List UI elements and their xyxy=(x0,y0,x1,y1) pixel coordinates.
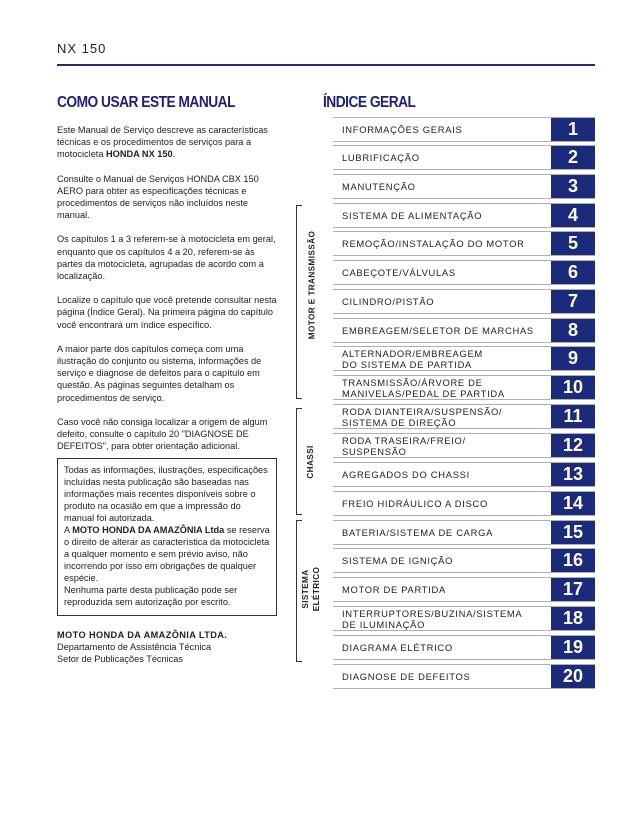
document-header-title: NX 150 xyxy=(57,41,107,56)
notice-paragraph-3: Nenhuma parte desta publicação pode ser reproduzida sem autorização por escrito. xyxy=(64,585,238,607)
index-item-9[interactable] xyxy=(333,346,595,371)
index-item-12[interactable] xyxy=(333,433,595,458)
chapter-number-badge: 12 xyxy=(551,434,595,457)
index-item-19[interactable] xyxy=(333,635,595,660)
index-item-label xyxy=(342,549,547,572)
index-item-label xyxy=(342,636,547,659)
index-item-label xyxy=(342,665,547,688)
how-to-use-title: COMO USAR ESTE MANUAL xyxy=(57,94,235,111)
paragraph-text: Este Manual de Serviço descreve as características técnicas e os procedimentos de serviços para a motocicleta xyxy=(57,125,268,160)
index-item-8[interactable] xyxy=(333,318,595,343)
chapter-number-badge: 15 xyxy=(551,521,595,544)
index-item-text: EMBREAGEM/SELETOR DE MARCHAS xyxy=(342,325,534,336)
index-item-15[interactable] xyxy=(333,520,595,545)
index-item-label xyxy=(342,261,547,284)
index-item-5[interactable] xyxy=(333,231,595,256)
index-title: ÍNDICE GERAL xyxy=(323,94,416,111)
index-item-text: TRANSMISSÃO/ÁRVORE DE MANIVELAS/PEDAL DE PARTIDA xyxy=(342,376,505,399)
chassi-group-bracket xyxy=(296,408,302,515)
company-department: Departamento de Assistência Técnica xyxy=(57,642,212,652)
chapter-number-badge: 1 xyxy=(551,118,595,141)
index-item-label xyxy=(342,232,547,255)
index-item-text: RODA DIANTEIRA/SUSPENSÃO/ SISTEMA DE DIREÇÃO xyxy=(342,405,503,428)
index-item-text: FREIO HIDRÁULICO A DISCO xyxy=(342,498,488,509)
index-item-text: AGREGADOS DO CHASSI xyxy=(342,469,470,480)
chapter-number-badge: 5 xyxy=(551,232,595,255)
index-item-text: CABEÇOTE/VÁLVULAS xyxy=(342,267,456,278)
index-item-label xyxy=(342,175,547,198)
intro-text-column xyxy=(57,124,282,464)
index-item-label xyxy=(342,578,547,601)
motor-group-label: MOTOR E TRANSMISSÃO xyxy=(307,230,317,340)
chapter-number-badge: 2 xyxy=(551,146,595,169)
index-item-label xyxy=(342,146,547,169)
index-item-text: DIAGRAMA ELÉTRICO xyxy=(342,642,453,653)
intro-paragraph-5: A maior parte dos capítulos começa com uma ilustração do conjunto ou sistema, informações de serviço e diagnose de defeitos para o capítulo em questão. As páginas seguintes detalham os procedimentos de serviço. xyxy=(57,343,262,403)
index-item-text: MOTOR DE PARTIDA xyxy=(342,584,446,595)
index-item-text: MANUTENÇÃO xyxy=(342,181,416,192)
index-item-text: BATERIA/SISTEMA DE CARGA xyxy=(342,527,494,538)
index-item-2[interactable] xyxy=(333,145,595,170)
motor-group-bracket xyxy=(296,205,302,399)
index-item-text: LUBRIFICAÇÃO xyxy=(342,152,420,163)
notice-paragraph-1: Todas as informações, ilustrações, especificações incluídas nesta publicação são baseadas nas informações mais recentes disponíveis sobre o produto na ocasião em que a impressão do manual foi autorizada. xyxy=(64,465,268,523)
index-item-label xyxy=(342,204,547,227)
chapter-number-badge: 19 xyxy=(551,636,595,659)
index-item-label xyxy=(342,290,547,313)
index-item-text: CILINDRO/PISTÃO xyxy=(342,296,435,307)
index-item-11[interactable] xyxy=(333,404,595,429)
header-divider xyxy=(57,64,595,66)
chapter-number-badge: 4 xyxy=(551,204,595,227)
chapter-number-badge: 6 xyxy=(551,261,595,284)
index-item-text: REMOÇÃO/INSTALAÇÃO DO MOTOR xyxy=(342,238,525,249)
index-item-label xyxy=(342,319,547,342)
index-item-label xyxy=(342,521,547,544)
index-item-text: DIAGNOSE DE DEFEITOS xyxy=(342,671,471,682)
chapter-number-badge: 8 xyxy=(551,319,595,342)
electric-group-label-line2: ELÉTRICO xyxy=(312,566,321,612)
index-item-1[interactable] xyxy=(333,117,595,142)
index-item-7[interactable] xyxy=(333,289,595,314)
index-item-4[interactable] xyxy=(333,203,595,228)
electric-group-label-line1: SISTEMA xyxy=(301,569,310,609)
index-item-label xyxy=(342,376,547,399)
index-item-label xyxy=(342,463,547,486)
intro-paragraph-4: Localize o capítulo que você pretende consultar nesta página (Índice Geral). Na primeira página do capítulo você encontrará um índice específico. xyxy=(57,295,277,330)
chapter-number-badge: 16 xyxy=(551,549,595,572)
chapter-number-badge: 14 xyxy=(551,492,595,515)
chapter-number-badge: 20 xyxy=(551,665,595,688)
index-item-3[interactable] xyxy=(333,174,595,199)
chapter-number-badge: 13 xyxy=(551,463,595,486)
company-name: MOTO HONDA DA AMAZÔNIA LTDA. xyxy=(57,630,228,640)
notice-paragraph-2 xyxy=(64,524,270,584)
intro-paragraph-2: Consulte o Manual de Serviços HONDA CBX 150 AERO para obter as especificações técnicas e procedimentos de serviços não incluídos neste manual. xyxy=(57,173,259,221)
chapter-number-badge: 3 xyxy=(551,175,595,198)
index-item-13[interactable] xyxy=(333,462,595,487)
company-sector: Setor de Publicações Técnicas xyxy=(57,654,183,664)
company-block xyxy=(57,629,227,665)
intro-paragraph-1 xyxy=(57,124,282,161)
index-item-text: SISTEMA DE ALIMENTAÇÃO xyxy=(342,210,483,221)
index-item-18[interactable] xyxy=(333,606,595,631)
model-name: HONDA NX 150 xyxy=(106,149,173,160)
index-item-label xyxy=(342,607,547,630)
notice-text: se reserva o direito de alterar as característica da motocicleta a qualquer momento e sem prévio aviso, não incorrendo por isso em obrigações de qualquer espécie. xyxy=(64,525,270,583)
index-item-17[interactable] xyxy=(333,577,595,602)
notice-text: A xyxy=(64,525,73,535)
index-item-10[interactable] xyxy=(333,375,595,400)
chapter-number-badge: 7 xyxy=(551,290,595,313)
chassi-group-label: CHASSI xyxy=(306,445,315,479)
index-item-text: ALTERNADOR/EMBREAGEM DO SISTEMA DE PARTIDA xyxy=(342,347,483,370)
notice-box xyxy=(57,458,277,616)
index-item-text: INFORMAÇÕES GERAIS xyxy=(342,124,463,135)
chapter-number-badge: 17 xyxy=(551,578,595,601)
notice-company-name: MOTO HONDA DA AMAZÔNIA Ltda xyxy=(72,525,225,535)
index-item-text: INTERRUPTORES/BUZINA/SISTEMA DE ILUMINAÇÃO xyxy=(342,607,523,630)
chapter-number-badge: 18 xyxy=(551,607,595,630)
paragraph-text: . xyxy=(172,149,176,160)
chapter-number-badge: 9 xyxy=(551,347,595,370)
intro-paragraph-6: Caso você não consiga localizar a origem de algum defeito, consulte o capítulo 20 "DIAGNOSE DE DEFEITOS", para obter orientação adicional. xyxy=(57,416,268,452)
index-item-label xyxy=(342,118,547,141)
index-item-14[interactable] xyxy=(333,491,595,516)
index-item-20[interactable] xyxy=(333,664,595,689)
index-item-6[interactable] xyxy=(333,260,595,285)
index-item-text: SISTEMA DE IGNIÇÃO xyxy=(342,555,454,566)
chapter-number-badge: 10 xyxy=(551,376,595,399)
intro-paragraph-3: Os capítulos 1 a 3 referem-se à motocicleta em geral, enquanto que os capítulos 4 a 20, referem-se às partes da motocicleta, agrupadas de acordo com a localização. xyxy=(57,234,276,282)
index-item-16[interactable] xyxy=(333,548,595,573)
index-item-label xyxy=(342,434,547,457)
index-item-label xyxy=(342,347,547,370)
chapter-number-badge: 11 xyxy=(551,405,595,428)
index-item-text: RODA TRASEIRA/FREIO/ SUSPENSÃO xyxy=(342,434,466,457)
index-item-label xyxy=(342,405,547,428)
index-item-label xyxy=(342,492,547,515)
